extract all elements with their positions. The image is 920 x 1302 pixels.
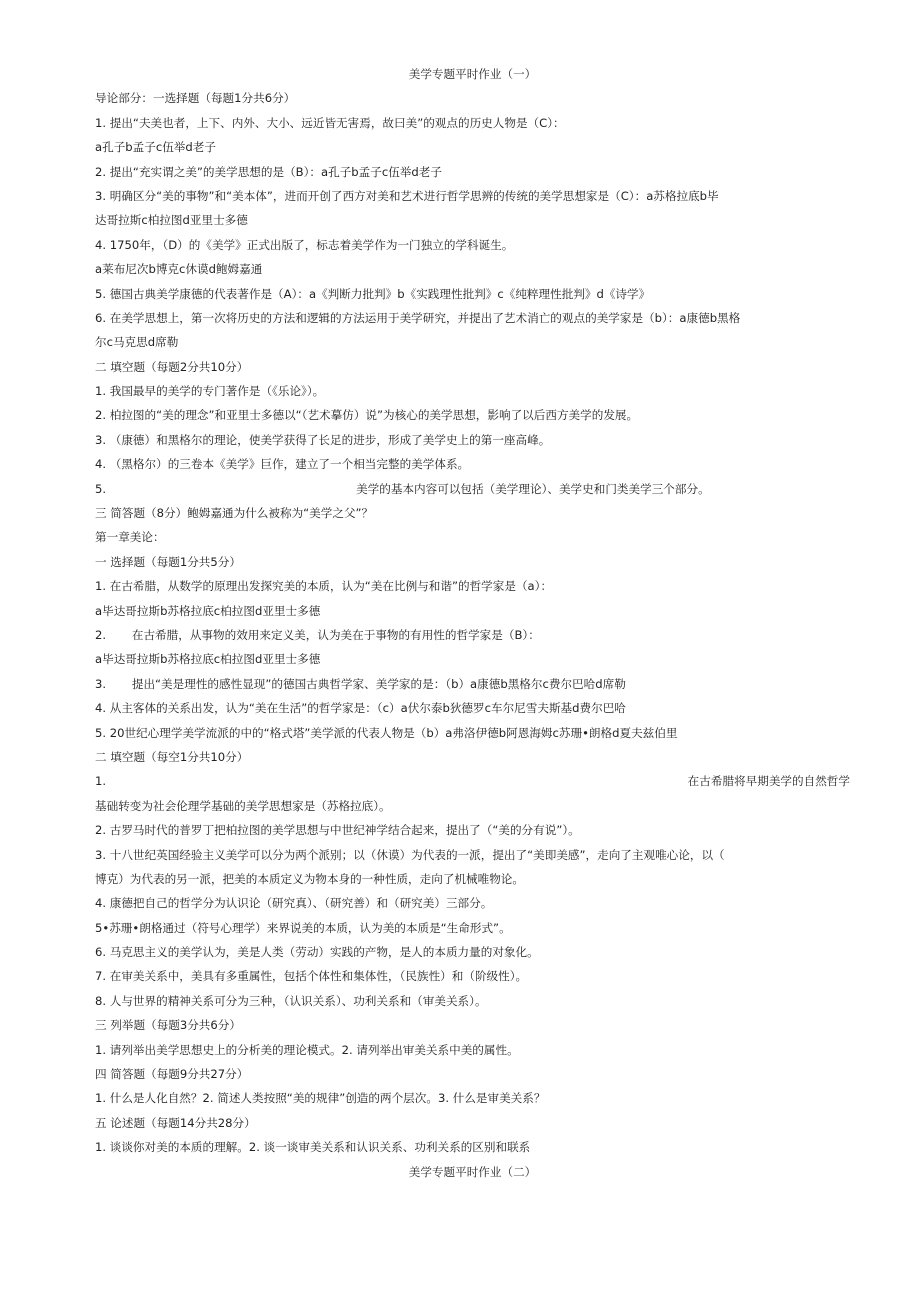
question-text: 4. （黑格尔）的三卷本《美学》巨作，建立了一个相当完整的美学体系。 <box>95 457 470 472</box>
section-header-list: 三 列举题（每题3分共6分） <box>95 1018 241 1033</box>
section-header-ch1-choice: 一 选择题（每题1分共5分） <box>95 554 241 569</box>
question-text: 4. 从主客体的关系出发，认为“美在生活”的哲学家是：（c）a伏尔泰b狄德罗c车尔尼雪夫斯基d费尔巴哈 <box>95 701 626 716</box>
question-options: a莱布尼次b博克c休谟d鲍姆嘉通 <box>95 262 263 277</box>
document-title: 美学专题平时作业（一） <box>408 67 537 81</box>
question-text: 3. 明确区分“美的事物”和“美本体”，进而开创了西方对美和艺术进行哲学思辨的传统的美学思想家是（C）：a苏格拉底b毕 <box>95 188 719 203</box>
question-text: 1. 我国最早的美学的专门著作是（《乐论》）。 <box>95 384 325 399</box>
question-text-continued: 尔c马克思d席勒 <box>95 335 179 350</box>
question-text: 2. 古罗马时代的普罗丁把柏拉图的美学思想与中世纪神学结合起来，提出了（“美的分有说”）。 <box>95 823 580 838</box>
question-text: 5. 德国古典美学康德的代表著作是（A）：a《判断力批判》b《实践理性批判》c《纯粹理性批判》d《诗学》 <box>95 286 651 301</box>
question-text: 2. 在古希腊，从事物的效用来定义美，认为美在于事物的有用性的哲学家是（B）： <box>95 627 540 642</box>
section-header-essay: 五 论述题（每题14分共28分） <box>95 1115 256 1130</box>
question-body: 美学的基本内容可以包括（美学理论）、美学史和门类美学三个部分。 <box>356 481 710 496</box>
question-text <box>95 769 850 793</box>
section-header-intro-choice: 导论部分：一选择题（每题1分共6分） <box>95 91 296 106</box>
question-options: a毕达哥拉斯b苏格拉底c柏拉图d亚里士多德 <box>95 603 321 618</box>
question-text-continued: 博克）为代表的另一派，把美的本质定义为物本身的一种性质，走向了机械唯物论。 <box>95 871 524 886</box>
question-text-continued: 基础转变为社会伦理学基础的美学思想家是（苏格拉底）。 <box>95 798 391 813</box>
question-text: 6. 在美学思想上，第一次将历史的方法和逻辑的方法运用于美学研究，并提出了艺术消亡的观点的美学家是（b）：a康德b黑格 <box>95 310 741 325</box>
question-text: 3. 提出“美是理性的感性显现”的德国古典哲学家、美学家的是：（b）a康德b黑格尔c费尔巴哈d席勒 <box>95 676 626 691</box>
question-number: 5. <box>95 481 107 496</box>
question-text: 1. 谈谈你对美的本质的理解。2. 谈一谈审美关系和认识关系、功利关系的区别和联系 <box>95 1140 531 1155</box>
section-header-short: 四 简答题（每题9分共27分） <box>95 1067 249 1082</box>
chapter-header: 第一章美论： <box>95 530 165 545</box>
section-header-intro-fill: 二 填空题（每题2分共10分） <box>95 359 249 374</box>
question-text <box>95 477 850 501</box>
question-options: a孔子b孟子c伍举d老子 <box>95 140 216 155</box>
question-text: 1. 提出“夫美也者，上下、内外、大小、远近皆无害焉，故曰美”的观点的历史人物是（C）： <box>95 115 565 130</box>
question-body: 在古希腊将早期美学的自然哲学 <box>687 774 850 789</box>
question-text: 7. 在审美关系中，美具有多重属性，包括个体性和集体性，（民族性）和（阶级性）。 <box>95 969 528 984</box>
question-text: 2. 柏拉图的“美的理念”和亚里士多德以“（艺术摹仿）说”为核心的美学思想，影响了以后西方美学的发展。 <box>95 408 639 423</box>
question-text: 2. 提出“充实谓之美”的美学思想的是（B）：a孔子b孟子c伍举d老子 <box>95 164 442 179</box>
question-text: 8. 人与世界的精神关系可分为三种，（认识关系）、功利关系和（审美关系）。 <box>95 993 487 1008</box>
question-text: 4. 康德把自己的哲学分为认识论（研究真）、（研究善）和（研究美）三部分。 <box>95 896 493 911</box>
question-text: 4. 1750年，（D）的《美学》正式出版了，标志着美学作为一门独立的学科诞生。 <box>95 237 514 252</box>
question-number: 1. <box>95 774 107 789</box>
question-text: 1. 在古希腊，从数学的原理出发探究美的本质，认为“美在比例与和谐”的哲学家是（a）： <box>95 579 553 594</box>
question-text: 1. 什么是人化自然？2. 简述人类按照“美的规律”创造的两个层次。3. 什么是审美关系？ <box>95 1091 546 1106</box>
question-text: 6. 马克思主义的美学认为，美是人类（劳动）实践的产物，是人的本质力量的对象化。 <box>95 945 539 960</box>
section-header-intro-short: 三 简答题（8分）鲍姆嘉通为什么被称为“美学之父”？ <box>95 506 374 521</box>
question-text: 1. 请列举出美学思想史上的分析美的理论模式。2. 请列举出审美关系中美的属性。 <box>95 1042 519 1057</box>
section-header-ch1-fill: 二 填空题（每空1分共10分） <box>95 749 249 764</box>
question-text: 3. （康德）和黑格尔的理论，使美学获得了长足的进步，形成了美学史上的第一座高峰。 <box>95 432 551 447</box>
document-page <box>95 62 850 1184</box>
question-text: 5•苏珊•朗格通过（符号心理学）来界说美的本质，认为美的本质是“生命形式”。 <box>95 920 511 935</box>
document-title-2: 美学专题平时作业（二） <box>408 1164 537 1179</box>
question-options: a毕达哥拉斯b苏格拉底c柏拉图d亚里士多德 <box>95 652 321 667</box>
question-text: 3. 十八世纪英国经验主义美学可以分为两个派别；以（休谟）为代表的一派，提出了“美即美感”，走向了主观唯心论，以（ <box>95 847 725 862</box>
question-text: 5. 20世纪心理学美学流派的中的“格式塔”美学派的代表人物是（b）a弗洛伊德b阿恩海姆c苏珊•朗格d夏夫兹伯里 <box>95 725 678 740</box>
question-text-continued: 达哥拉斯c柏拉图d亚里士多德 <box>95 213 248 228</box>
